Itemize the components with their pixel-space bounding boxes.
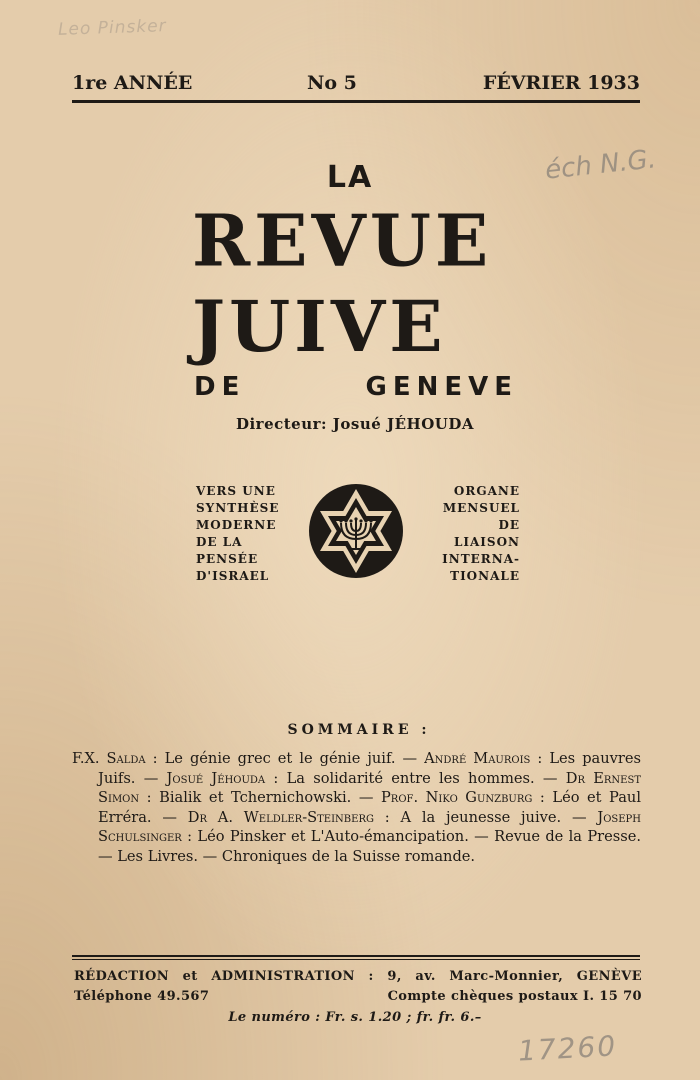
title-revue: REVUE — [192, 198, 493, 283]
contents-title: : Bialik et Tchernichowski. — — [139, 789, 381, 806]
contents-title: : La solidarité entre les hommes. — — [265, 769, 566, 787]
issue-number: No 5 — [307, 72, 357, 94]
contents-author: Josué Jéhouda — [166, 769, 266, 787]
motto-left-line: DE LA — [196, 535, 243, 549]
title-de-geneve: DE GENEVE — [194, 372, 518, 402]
pencil-note-side: éch N.G. — [543, 144, 658, 186]
pencil-catalog-number: 17260 — [517, 1029, 618, 1068]
footer-rule — [72, 955, 640, 957]
postal-account: Compte chèques postaux I. 15 70 — [387, 989, 642, 1004]
contents-title: : Léo et Paul Erréra. — — [98, 789, 641, 826]
motto-right-line: TIONALE — [450, 569, 520, 583]
contents-author: Dr A. Weldler-Steinberg — [187, 808, 374, 826]
director-line: Directeur: Josué JÉHOUDA — [235, 415, 475, 433]
contents-title: Revue de la Presse. — Les Livres. — Chroniques de la Suisse romande. — [98, 828, 642, 865]
motto-right-line: ORGANE — [453, 484, 520, 498]
issue-date: FÉVRIER 1933 — [482, 72, 640, 94]
footer-rule — [72, 959, 640, 960]
table-of-contents — [72, 749, 641, 866]
motto-left-line: SYNTHÈSE — [196, 501, 280, 515]
header-rule — [72, 100, 640, 103]
motto-left-line: D'ISRAEL — [196, 569, 270, 583]
motto-left-line: VERS UNE — [196, 484, 276, 498]
motto-right-line: DE — [498, 518, 520, 532]
contents-title: : Léo Pinsker et L'Auto-émancipation. — — [181, 828, 495, 845]
editorial-address: RÉDACTION et ADMINISTRATION : 9, av. Marc-Monnier, GENÈVE — [74, 969, 642, 984]
star-of-david-menorah-icon — [308, 483, 404, 579]
contents-author: André Maurois — [424, 750, 531, 767]
motto-left-line: PENSÉE — [196, 552, 259, 566]
telephone: Téléphone 49.567 — [74, 989, 210, 1004]
contents-heading: SOMMAIRE : — [287, 722, 431, 738]
issue-header — [72, 72, 640, 96]
year-label: 1re ANNÉE — [72, 72, 193, 94]
motto-right-line: INTERNA- — [442, 552, 520, 566]
contents-title: : Le génie grec et le génie juif. — — [145, 750, 425, 767]
motto-right-line: LIAISON — [453, 535, 520, 549]
pencil-note-top: Leo Pinsker — [57, 16, 167, 40]
contents-title: : Les pauvres Juifs. — — [98, 750, 641, 787]
contents-author: F.X. Salda — [72, 750, 146, 767]
motto-left — [196, 483, 286, 585]
title-la: LA — [326, 160, 374, 195]
title-juive: JUIVE — [192, 285, 447, 368]
contents-author: Prof. Niko Gunzburg — [380, 789, 533, 806]
motto-left-line: MODERNE — [196, 518, 277, 532]
issue-price: Le numéro : Fr. s. 1.20 ; fr. fr. 6.– — [228, 1010, 482, 1025]
contents-author: Joseph Schulsinger — [98, 808, 641, 845]
motto-right — [430, 483, 520, 585]
contents-author: Dr Ernest Simon — [98, 769, 641, 806]
contents-title: : A la jeunesse juive. — — [373, 808, 598, 826]
motto-right-line: MENSUEL — [442, 501, 520, 515]
